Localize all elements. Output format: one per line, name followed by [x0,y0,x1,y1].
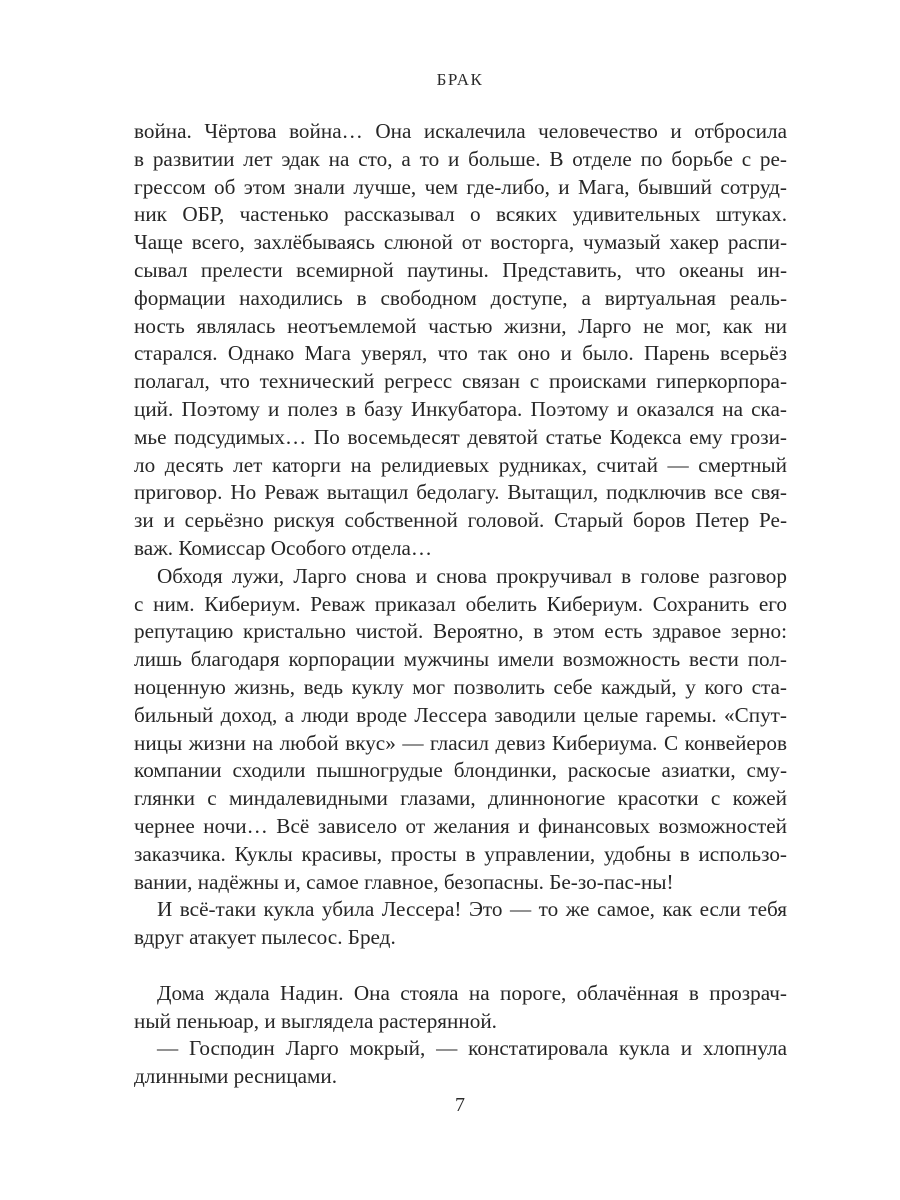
text-line: ник ОБР, частенько рассказывал о всяких удивительных штуках. [134,202,787,227]
text-line: грессом об этом знали лучше, чем где-либо, и Мага, бывший сотруд- [134,174,787,199]
text-line: война. Чёртова война… Она искалечила человечество и отбросила [134,119,787,143]
text-line: ций. Поэтому и полез в базу Инкубатора. Поэтому и оказался на ска- [134,396,787,421]
text-line: — Господин Ларго мокрый, — констатировала кукла и хлопнула [157,1036,787,1061]
text-line: в развитии лет эдак на сто, а то и больше. В отделе по борьбе с ре- [134,146,787,171]
text-line: глянки с миндалевидными глазами, длинноногие красотки с кожей [134,786,787,811]
text-line: репутацию кристально чистой. Вероятно, в этом есть здравое зерно: [134,619,787,644]
text-line: ный пеньюар, и выглядела растерянной. [134,1008,497,1033]
text-line: Обходя лужи, Ларго снова и снова прокручивал в голове разговор [157,563,787,588]
text-line: сывал прелести всемирной паутины. Представить, что океаны ин- [134,257,787,282]
text-line: старался. Однако Мага уверял, что так оно и было. Парень всерьёз [134,341,787,366]
text-line: вдруг атакует пылесос. Бред. [134,925,396,950]
text-line: И всё-таки кукла убила Лессера! Это — то же самое, как если тебя [157,897,787,922]
paragraph [134,896,787,952]
text-line: ницы жизни на любой вкус» — гласил девиз Кибериума. С конвейеров [134,730,787,755]
text-line: ность являлась неотъемлемой частью жизни, Ларго не мог, как ни [134,313,787,338]
text-line: мье подсудимых… По восемьдесят девятой статье Кодекса ему грози- [134,424,787,449]
text-line: чернее ночи… Всё зависело от желания и финансовых возможностей [134,813,787,838]
text-line: лишь благодаря корпорации мужчины имели возможность вести пол- [134,647,787,672]
text-line: компании сходили пышногрудые блондинки, раскосые азиатки, сму- [134,758,787,783]
text-line: Чаще всего, захлёбываясь слюной от восторга, чумазый хакер распи- [134,230,787,255]
text-line: заказчика. Куклы красивы, просты в управлении, удобны в использо- [134,841,787,866]
text-line: вании, надёжны и, самое главное, безопасны. Бе-зо-пас-ны! [134,869,674,894]
text-line: с ним. Кибериум. Реваж приказал обелить Кибериум. Сохранить его [134,591,787,616]
paragraph [134,563,787,897]
paragraph [134,980,787,1036]
body-text [134,118,787,1091]
text-line: важ. Комиссар Особого отдела… [134,535,433,560]
text-line: полагал, что технический регресс связан с происками гиперкорпора- [134,369,787,394]
paragraph [134,118,787,563]
text-line: ноценную жизнь, ведь куклу мог позволить себе каждый, у кого ста- [134,674,787,699]
text-line: формации находились в свободном доступе, а виртуальная реаль- [134,285,787,310]
text-line: приговор. Но Реваж вытащил бедолагу. Вытащил, подключив все свя- [134,480,787,505]
page-number: 7 [455,1094,465,1116]
text-line: длинными ресницами. [134,1064,338,1089]
running-head: БРАК [436,70,484,89]
text-line: ло десять лет каторги на релидиевых рудниках, считай — смертный [134,452,787,477]
paragraph [134,1035,787,1091]
text-line: Дома ждала Надин. Она стояла на пороге, облачённая в прозрач- [157,980,787,1005]
section-break [134,952,787,980]
text-line: бильный доход, а люди вроде Лессера заводили целые гаремы. «Спут- [134,702,787,727]
text-line: зи и серьёзно рискуя собственной головой. Старый боров Петер Ре- [134,508,787,533]
